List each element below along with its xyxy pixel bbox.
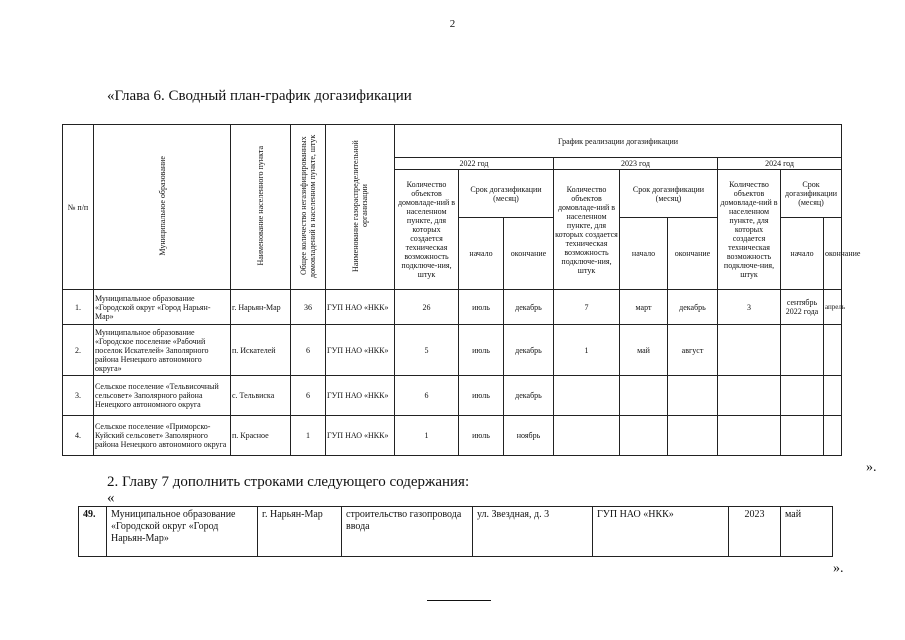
schedule-table — [62, 124, 861, 456]
row-municipality: Муниципальное образование «Городской округ «Город Нарьян-Мар» — [94, 290, 231, 325]
table-row — [63, 290, 842, 325]
row-count-2022: 6 — [395, 376, 459, 416]
count-header-2023: Количество объектов домовладе-ний в населенном пункте, для которых создается техническая возможность подключе-ния, штук — [554, 170, 620, 290]
row-start-2024 — [781, 416, 824, 456]
row-total: 1 — [291, 416, 326, 456]
footer-divider — [427, 600, 491, 601]
count-header-2022: Количество объектов домовладе-ний в населенном пункте, для которых создается техническая возможность подключе-ния, штук — [395, 170, 459, 290]
row-total: 6 — [291, 325, 326, 376]
row-settlement: г. Нарьян-Мар — [231, 290, 291, 325]
add-row-month: май — [781, 507, 833, 557]
row-start-2022: июль — [459, 290, 504, 325]
add-row-settlement: г. Нарьян-Мар — [258, 507, 342, 557]
table-row — [63, 416, 842, 456]
row-end-2022: декабрь — [504, 290, 554, 325]
start-2022: начало — [459, 218, 504, 290]
row-count-2022: 5 — [395, 325, 459, 376]
row-end-2023: август — [668, 325, 718, 376]
row-settlement: п. Искателей — [231, 325, 291, 376]
row-start-2023 — [620, 376, 668, 416]
row-count-2022: 1 — [395, 416, 459, 456]
row-count-2023 — [554, 376, 620, 416]
start-2024: начало — [781, 218, 824, 290]
table-row — [79, 507, 833, 557]
row-start-2023: май — [620, 325, 668, 376]
term-header-2024: Срок догазификации (месяц) — [781, 170, 842, 218]
row-municipality: Сельское поселение «Тельвисочный сельсовет» Заполярного района Ненецкого автономного округа — [94, 376, 231, 416]
row-settlement: с. Тельвиска — [231, 376, 291, 416]
section2-title: 2. Главу 7 дополнить строками следующего содержания: — [107, 474, 470, 490]
row-municipality: Сельское поселение «Приморско-Куйский сельсовет» Заполярного района Ненецкого автономного округа — [94, 416, 231, 456]
end-2022: окончание — [504, 218, 554, 290]
row-start-2024: сентябрь 2022 года — [781, 290, 824, 325]
row-num: 3. — [63, 376, 94, 416]
chapter-title: «Глава 6. Сводный план-график догазификации — [107, 88, 412, 104]
add-row-work: строительство газопровода ввода — [342, 507, 473, 557]
row-start-2023 — [620, 416, 668, 456]
row-org: ГУП НАО «НКК» — [326, 416, 395, 456]
row-end-2022: декабрь — [504, 376, 554, 416]
row-count-2024 — [718, 325, 781, 376]
row-municipality: Муниципальное образование «Городское поселение «Рабочий поселок Искателей» Заполярного района Ненецкого автономного округа» — [94, 325, 231, 376]
row-start-2023: март — [620, 290, 668, 325]
row-start-2022: июль — [459, 376, 504, 416]
row-count-2022: 26 — [395, 290, 459, 325]
year-2023: 2023 год — [554, 158, 718, 170]
year-2022: 2022 год — [395, 158, 554, 170]
row-end-2024 — [824, 416, 842, 456]
col-num-header: № п/п — [63, 125, 94, 290]
term-header-2023: Срок догазификации (месяц) — [620, 170, 718, 218]
row-end-2022: ноябрь — [504, 416, 554, 456]
page-number: 2 — [449, 18, 456, 30]
row-end-2024 — [824, 325, 842, 376]
term-header-2022: Срок догазификации (месяц) — [459, 170, 554, 218]
row-settlement: п. Красное — [231, 416, 291, 456]
start-2023: начало — [620, 218, 668, 290]
row-end-2022: декабрь — [504, 325, 554, 376]
table-row — [63, 376, 842, 416]
row-count-2023: 7 — [554, 290, 620, 325]
close-quote: ». — [866, 460, 877, 475]
count-header-2024: Количество объектов домовладе-ний в населенном пункте, для которых создается техническая возможность подключе-ния, штук — [718, 170, 781, 290]
table-row — [63, 325, 842, 376]
open-quote: « — [107, 490, 115, 506]
year-2024: 2024 год — [718, 158, 842, 170]
row-total: 36 — [291, 290, 326, 325]
col-municipality-header: Муниципальное образование — [94, 125, 231, 290]
row-start-2024 — [781, 325, 824, 376]
row-start-2022: июль — [459, 325, 504, 376]
row-count-2024: 3 — [718, 290, 781, 325]
row-org: ГУП НАО «НКК» — [326, 376, 395, 416]
row-end-2023 — [668, 376, 718, 416]
row-start-2024 — [781, 376, 824, 416]
row-end-2023: декабрь — [668, 290, 718, 325]
col-org-header: Наименование газораспределительной организации — [326, 125, 395, 290]
row-num: 4. — [63, 416, 94, 456]
col-settlement-header: Наименование населенного пункта — [231, 125, 291, 290]
row-count-2023: 1 — [554, 325, 620, 376]
end-2024: окончание — [824, 218, 842, 290]
schedule-title: График реализации догазификации — [395, 125, 842, 158]
row-count-2023 — [554, 416, 620, 456]
row-end-2024 — [824, 376, 842, 416]
row-end-2023 — [668, 416, 718, 456]
row-num: 2. — [63, 325, 94, 376]
add-row-address: ул. Звездная, д. 3 — [473, 507, 593, 557]
row-end-2024: апрель — [824, 290, 842, 325]
col-total-header: Общее количество негазифицированных домовладений в населенном пункте, штук — [291, 125, 326, 290]
row-total: 6 — [291, 376, 326, 416]
row-count-2024 — [718, 416, 781, 456]
row-org: ГУП НАО «НКК» — [326, 290, 395, 325]
end-2023: окончание — [668, 218, 718, 290]
add-row-year: 2023 — [729, 507, 781, 557]
add-row-num: 49. — [79, 507, 107, 557]
addition-table — [78, 506, 833, 557]
row-org: ГУП НАО «НКК» — [326, 325, 395, 376]
add-row-municipality: Муниципальное образование «Городской округ «Город Нарьян-Мар» — [107, 507, 258, 557]
add-row-org: ГУП НАО «НКК» — [593, 507, 729, 557]
row-num: 1. — [63, 290, 94, 325]
row-count-2024 — [718, 376, 781, 416]
close-quote: ». — [833, 561, 844, 576]
row-start-2022: июль — [459, 416, 504, 456]
